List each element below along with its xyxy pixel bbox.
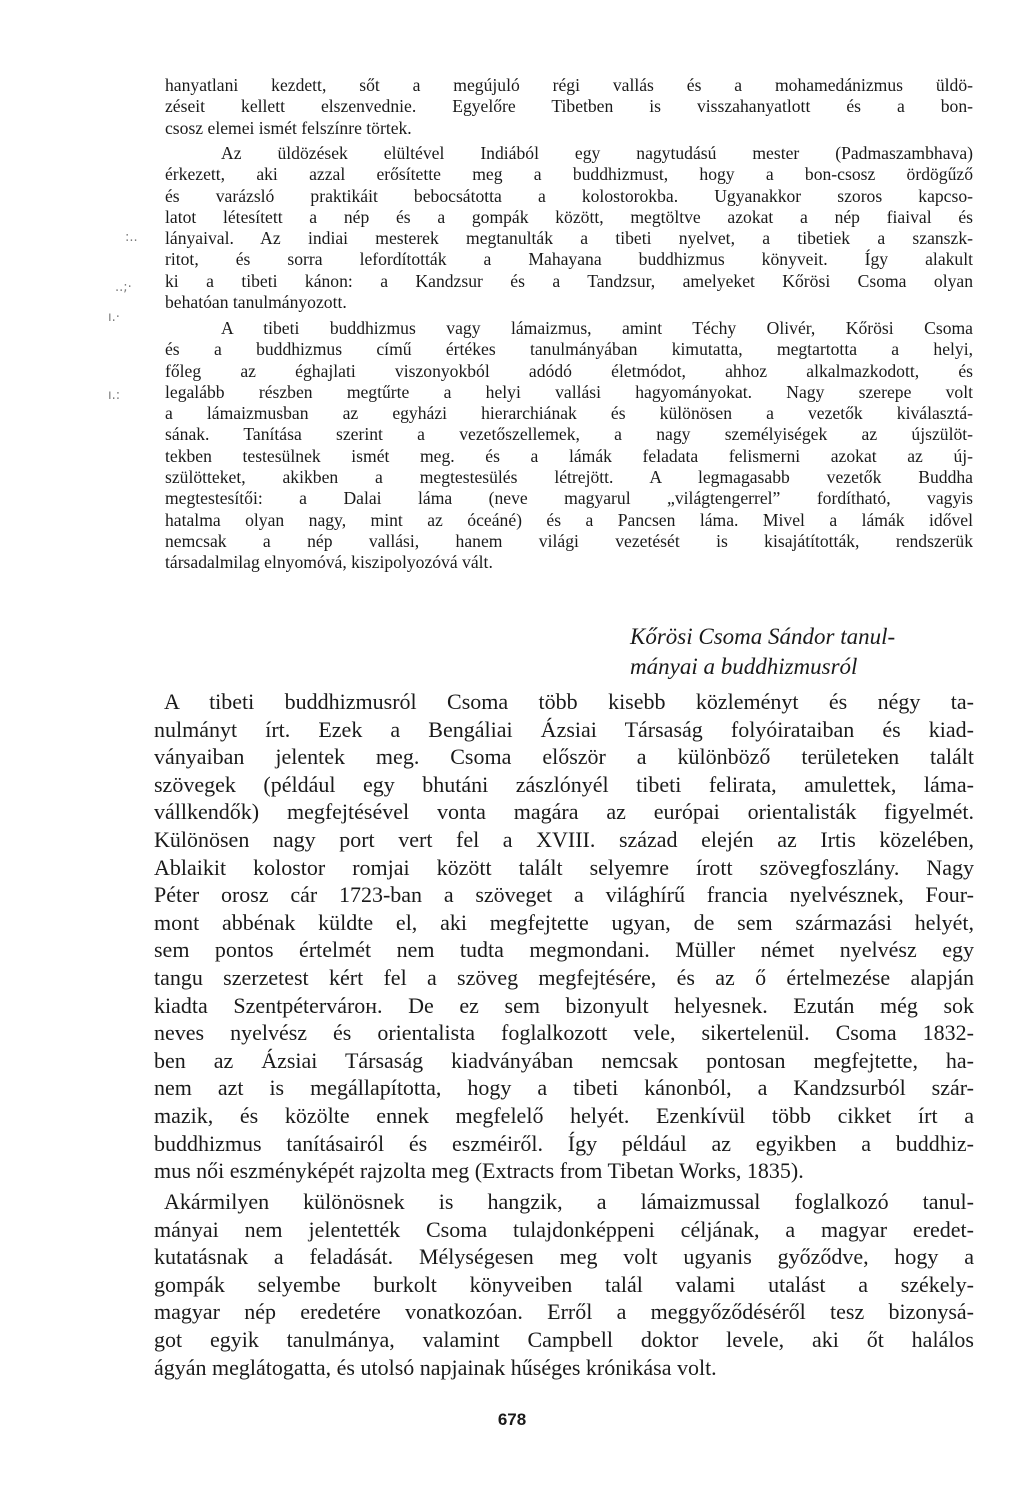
- text-line: hatalma olyan nagy, mint az óceáné) és a Pancsen láma. Mivel a lámák idővel: [165, 509, 973, 530]
- section-heading-line-2: mányai a buddhizmusról: [630, 654, 858, 679]
- text-line: Az üldözések elültével Indiából egy nagytudású mester (Padmaszambhava): [221, 143, 973, 163]
- text-line: társadalmilag elnyomóvá, kiszipolyozóvá vált.: [165, 552, 493, 573]
- text-line: megtestesítői: a Dalai láma (neve magyarul „világtengerrel” fordítható, vagyis: [165, 488, 973, 509]
- section-heading: [630, 622, 990, 682]
- text-line: got egyik tanulmánya, valamint Campbell doktor levele, aki őt halálos: [154, 1326, 974, 1352]
- page-number: 678: [497, 1410, 527, 1429]
- text-line: ben az Ázsiai Társaság kiadványában nemcsak pontosan megfejtette, ha-: [154, 1047, 974, 1073]
- text-line: buddhizmus tanításairól és eszméiről. Így például az egyikben a buddhiz-: [154, 1130, 974, 1156]
- text-line: és varázsló praktikáit bebocsátotta a kolostorokba. Ugyanakkor szoros kapcso-: [165, 185, 973, 206]
- text-line: nulmányt írt. Ezek a Bengáliai Ázsiai Társaság folyóirataiban és kiad-: [154, 716, 974, 742]
- margin-mark: ı.·: [108, 310, 120, 325]
- text-line: ki a tibeti kánon: a Kandzsur és a Tandzsur, amelyeket Kőrösi Csoma olyan: [165, 270, 973, 291]
- text-line: kutatásnak a feladását. Mélységesen meg volt ugyanis győződve, hogy a: [154, 1244, 974, 1270]
- text-line: vállkendők) megfejtésével vonta magára az európai orientalisták figyelmét.: [154, 799, 974, 825]
- text-line: tangu szerzetest kért fel a szöveg megfejtésére, és az ő értelmezése alapján: [154, 964, 974, 990]
- text-line: ágyán meglátogatta, és utolsó napjainak hűséges krónikása volt.: [154, 1354, 717, 1380]
- margin-mark: ı.:: [108, 388, 121, 403]
- intro-paragraph: [165, 75, 973, 139]
- text-line: főleg az éghajlati viszonyokból adódó életmódot, ahhoz alkalmazkodott, és: [165, 360, 973, 381]
- text-line: magyar nép eredetére vonatkozóan. Erről a meggyőződéséről tesz bizonysá-: [154, 1299, 974, 1325]
- text-line: behatóan tanulmányozott.: [165, 292, 347, 313]
- text-line: Akármilyen különösnek is hangzik, a lámaizmussal foglalkozó tanul-: [164, 1189, 974, 1214]
- text-line: mus női eszményképét rajzolta meg (Extracts from Tibetan Works, 1835).: [154, 1158, 804, 1184]
- text-line: legalább részben megtűrte a helyi vallási hagyományokat. Nagy szerepe volt: [165, 381, 973, 402]
- text-line: A tibeti buddhizmusról Csoma több kisebb közleményt és négy ta-: [164, 689, 974, 714]
- text-line: nem azt is megállapította, hogy a tibeti kánonból, a Kandzsurból szár-: [154, 1075, 974, 1101]
- text-line: Különösen nagy port vert fel a XVIII. század elején az Irtis közelében,: [154, 826, 974, 852]
- text-line: hanyatlani kezdett, sőt a megújuló régi vallás és a mohamedánizmus üldö-: [165, 75, 973, 95]
- text-line: ványaiban jelentek meg. Csoma először a különböző területeken talált: [154, 744, 974, 770]
- text-line: érkezett, aki azzal erősítette meg a buddhizmust, hogy a bon-csosz ördögűző: [165, 164, 973, 185]
- text-line: szülötteket, akikben a megtestesülés létrejött. A legmagasabb vezetők Buddha: [165, 467, 973, 488]
- lamaism-paragraph: [165, 318, 973, 574]
- origins-paragraph: [154, 1188, 974, 1381]
- text-line: mányai nem jelentették Csoma tulajdonképpeni céljának, a magyar eredet-: [154, 1216, 974, 1242]
- margin-mark: :..: [125, 230, 138, 245]
- text-line: a lámaizmusban az egyházi hierarchiának és különösen a vezetők kiválasztá-: [165, 403, 973, 424]
- text-line: lányaival. Az indiai mesterek megtanulták a tibeti nyelvet, a tibetiek a szanszk-: [165, 228, 973, 249]
- text-line: neves nyelvész és orientalista foglalkozott vele, sikertelenül. Csoma 1832-: [154, 1020, 974, 1046]
- text-line: ritot, és sorra lefordították a Mahayana buddhizmus könyveit. Így alakult: [165, 249, 973, 270]
- text-line: kiadta Szentpétervárон. De ez sem bizonyult helyesnek. Ezután még sok: [154, 992, 974, 1018]
- text-line: szövegek (például egy bhutáni zászlónyél tibeti felirata, amulettek, láma-: [154, 771, 974, 797]
- text-line: zéseit kellett elszenvednie. Egyelőre Tibetben is visszahanyatlott és a bon-: [165, 96, 973, 117]
- text-line: nemcsak a nép vallási, hanem világi vezetését is kisajátították, rendszerük: [165, 530, 973, 551]
- text-line: Ablaikit kolostor romjai között talált selyemre írott szövegfoszlány. Nagy: [154, 854, 974, 880]
- text-line: gompák selyembe burkolt könyveiben talál valami utalást a székely-: [154, 1271, 974, 1297]
- text-line: A tibeti buddhizmus vagy lámaizmus, amint Téchy Olivér, Kőrösi Csoma: [221, 318, 973, 338]
- text-line: és a buddhizmus című értékes tanulmányában kimutatta, megtartotta a helyi,: [165, 339, 973, 360]
- padmasambhava-paragraph: [165, 143, 973, 313]
- section-heading-line-1: Kőrösi Csoma Sándor tanul-: [630, 624, 896, 649]
- text-line: Péter orosz cár 1723-ban a szöveget a világhírű francia nyelvésznek, Four-: [154, 882, 974, 908]
- text-line: tekben testesülnek ismét meg. és a lámák feladata felismerni azokat az új-: [165, 445, 973, 466]
- text-line: mazik, és közölte ennek megfelelő helyét. Ezenkívül több cikket írt a: [154, 1102, 974, 1128]
- text-line: mont abbénak küldte el, aki megfejtette ugyan, de sem származási helyét,: [154, 909, 974, 935]
- text-line: sem pontos értelmét nem tudta megmondani. Müller német nyelvész egy: [154, 937, 974, 963]
- text-line: sának. Tanítása szerint a vezetőszellemek, a nagy személyiségek az újszülöt-: [165, 424, 973, 445]
- text-line: latot létesített a nép és a gompák között, megtöltve azokat a nép fiaival és: [165, 206, 973, 227]
- studies-paragraph: [154, 688, 974, 1185]
- margin-mark: ..;·: [115, 280, 132, 295]
- text-line: csosz elemei ismét felszínre törtek.: [165, 117, 412, 138]
